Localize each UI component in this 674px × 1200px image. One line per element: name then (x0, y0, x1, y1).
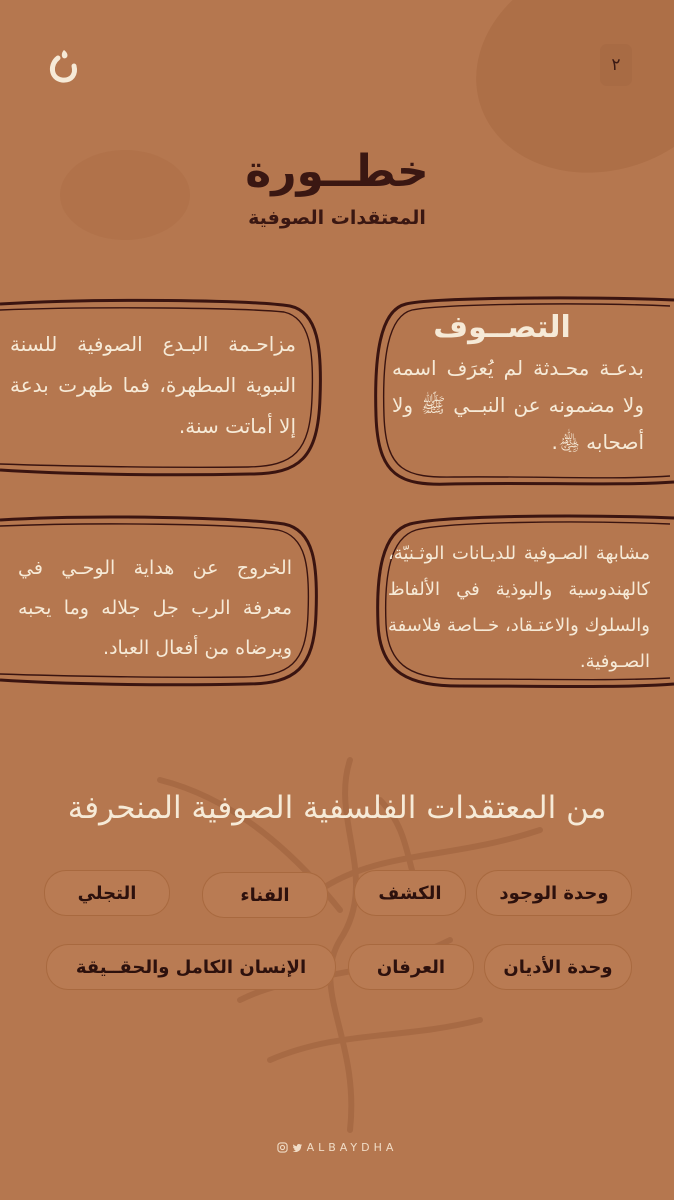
card-text: بدعـة محـدثة لم يُعرَف اسمه ولا مضمونه عن النبــي ﷺ ولا أصحابه ﵃. (392, 356, 644, 454)
footer (0, 1141, 674, 1154)
twitter-icon[interactable] (292, 1142, 303, 1153)
tag-altajalli: التجلي (44, 870, 170, 916)
card-tasawwuf (370, 296, 674, 496)
section-title: من المعتقدات الفلسفية الصوفية المنحرفة (67, 790, 607, 826)
page-number: ٢ (600, 44, 632, 86)
instagram-icon[interactable] (277, 1142, 288, 1153)
card-text: مزاحـمة البـدع الصوفية للسنة النبوية المطهرة، فما ظهرت بدعة إلا أماتت سنة. (10, 332, 296, 438)
tag-wahdat-aladyan: وحدة الأديان (484, 944, 632, 990)
page-subtitle: المعتقدات الصوفية (248, 207, 426, 229)
card-heading: التصــوف (433, 310, 571, 345)
card-text: مشابهة الصـوفية للديـانات الوثـنيّة، كالهندوسية والبوذية في الألفاظ والسلوك والاعتـقاد، خــاصة فلاسفة الصـوفية. (388, 543, 650, 672)
card-deviation (0, 514, 322, 688)
card-bidaa (0, 298, 326, 480)
tag-alfanaa: الفناء (202, 872, 328, 918)
tag-alkashf: الكشف (354, 870, 466, 916)
tag-alirfan: العرفان (348, 944, 474, 990)
card-text: الخروج عن هداية الوحـي في معرفة الرب جل جلاله وما يحبه ويرضاه من أفعال العباد. (18, 557, 292, 659)
tag-wahdat-alwujud: وحدة الوجود (476, 870, 632, 916)
page-title: خطــورة (245, 146, 429, 197)
logo (44, 46, 84, 86)
footer-handle[interactable]: ALBAYDHA (306, 1141, 398, 1154)
tag-alinsan-alkamil: الإنسان الكامل والحقــيقة (46, 944, 336, 990)
card-pagan-similarity (370, 514, 674, 690)
